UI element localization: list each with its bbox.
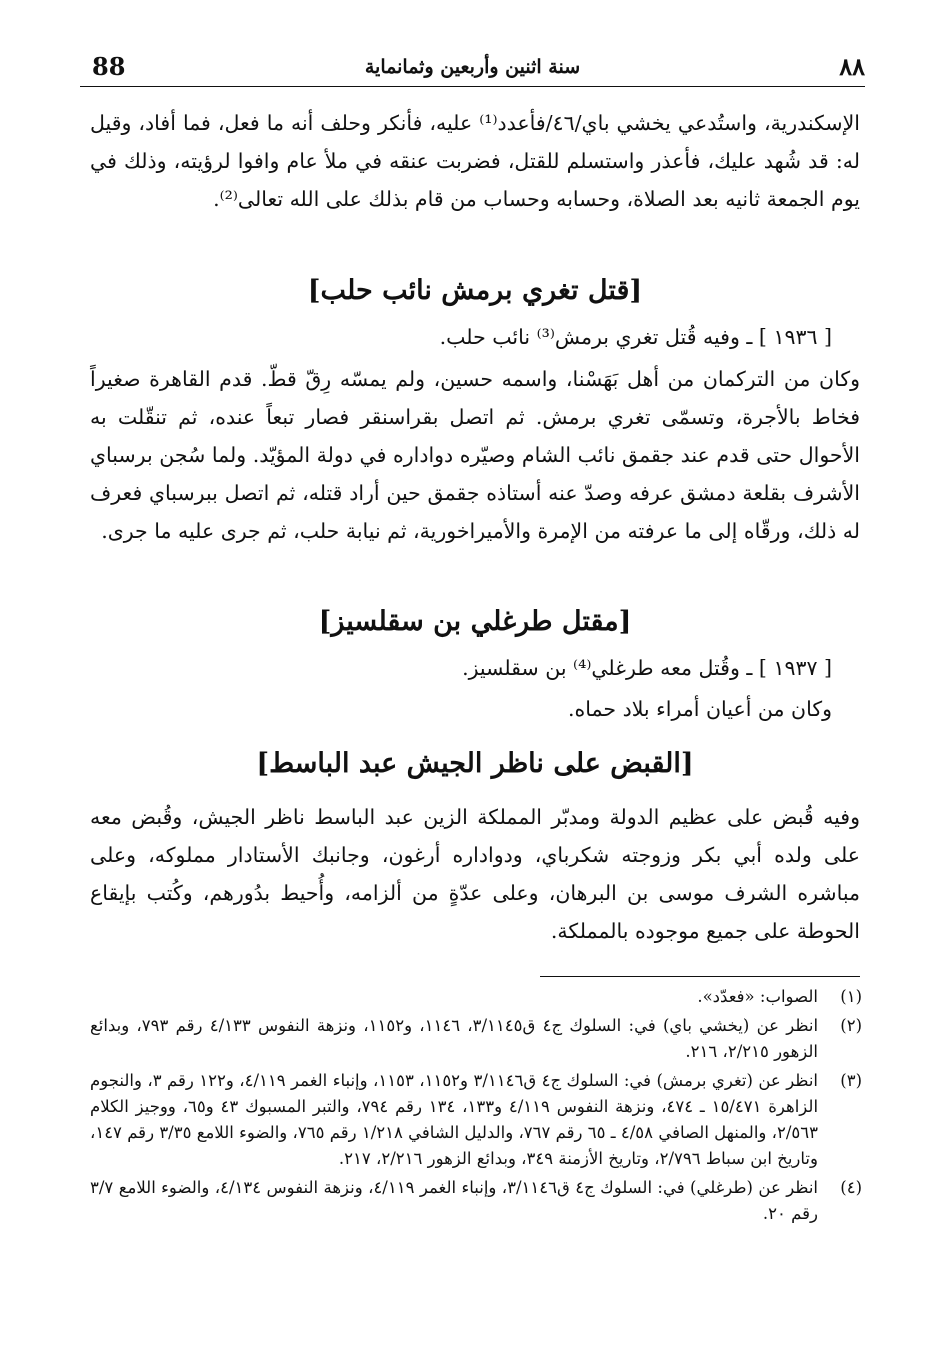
footnote-3 xyxy=(90,1068,862,1172)
entry-1937: [ ١٩٣٧ ] ـ وقُتل معه طرغلي⁽⁴⁾ بن سقلسيز. xyxy=(462,656,832,680)
section-body-3: وفيه قُبض على عظيم الدولة ومدبّر المملكة الزين عبد الباسط ناظر الجيش، وقُبض معه على ولده أبي بكر وزوجته شكرباي، ودواداره أرغون، وجانبك الأستادار مملوكه، وعلى مباشره الشرف موسى بن البرهان، وعلى عدّةٍ من ألزامه، وأُحيط بدُورهم، وكُتب بإيقاع الحوطة على جميع موجوده بالمملكة. xyxy=(90,805,860,943)
footnote-number: (٢) xyxy=(840,1016,862,1035)
section-heading-3: [القبض على ناظر الجيش عبد الباسط] xyxy=(256,748,694,779)
footnote-2 xyxy=(90,1013,862,1065)
page-number-arabic: ٨٨ xyxy=(839,52,865,81)
section-heading-1: [قتل تغري برمش نائب حلب] xyxy=(307,275,643,306)
footnote-text: انظر عن (يخشي باي) في: السلوك ج٤ ق٣/١١٤٥، ١١٤٦، و١١٥٢، ونزهة النفوس ٤/١٣٣ رقم ٧٩٣، وبدائع الزهور ٢/٢١٥، ٢١٦. xyxy=(90,1016,819,1061)
footnote-divider xyxy=(540,976,860,977)
entry-1936: [ ١٩٣٦ ] ـ وفيه قُتل تغري برمش⁽³⁾ نائب حلب. xyxy=(439,325,832,349)
footnote-4 xyxy=(90,1175,862,1227)
footnote-1 xyxy=(90,984,862,1010)
running-title: سنة اثنين وأربعين وثمانماية xyxy=(364,56,581,78)
section-heading-2: [مقتل طرغلي بن سقلسيز] xyxy=(318,606,632,637)
footnote-number: (١) xyxy=(840,987,862,1006)
footnote-text: انظر عن (تغري برمش) في: السلوك ج٤ ق٣/١١٤٦ و١١٥٢، ١١٥٣، وإنباء الغمر ٤/١١٩، و١٢٢ رقم ٣، والنجوم الزاهرة ١٥/٤٧١ ـ ٤٧٤، ونزهة النفوس ٤/١١٩ و١٣٣، ١٣٤ رقم ٧٩٤، والتبر المسبوك ٤٣ و٦٥، ووجيز الكلام ٢/٥٦٣، والمنهل الصافي ٤/٥٨ ـ ٦٥ رقم ٧٦٧، والدليل الشافي ١/٢١٨ رقم ٧٦٥، والضوء اللامع ٣/٣٥ رقم ١٤٧، وتاريخ ابن سباط ٢/٧٩٦، وتاريخ الأزمنة ٣٤٩، وبدائع الزهور ٢/٢١٦، ٢١٧. xyxy=(90,1071,819,1168)
footnote-text: انظر عن (طرغلي) في: السلوك ج٤ ق٣/١١٤٦، وإنباء الغمر ٤/١١٩، ونزهة النفوس ٤/١٣٤، والضوء اللامع ٣/٧ رقم ٢٠. xyxy=(90,1178,819,1223)
section-body-1: وكان من التركمان من أهل بَهَسْنا، واسمه حسين، ولم يمسّه رِقّ قطّ. قدم القاهرة صغيراً فخاط بالأجرة، وتسمّى تغري برمش. ثم اتصل بقراسنقر فصار تبعاً عنده، ثم تنقّلت به الأحوال حتى قدم عند جقمق نائب الشام وصيّره دواداره في دولة المؤيّد. ولما سُجن برسباي الأشرف بقلعة دمشق عرفه وصدّ عنه أستاذه جقمق حين أراد قتله، ثم اتصل ببرسباي فعرف له ذلك، ورقّاه إلى ما عرفته من الإمرة والأميراخورية، ثم نيابة حلب، ثم جرى عليه ما جرى. xyxy=(90,367,860,543)
footnotes xyxy=(90,984,862,1230)
footnote-text: الصواب: «فعدّد». xyxy=(697,987,818,1006)
page-header xyxy=(80,52,865,87)
footnote-number: (٣) xyxy=(840,1071,862,1090)
footnote-number: (٤) xyxy=(840,1178,862,1197)
section-body-2: وكان من أعيان أمراء بلاد حماه. xyxy=(568,697,832,721)
intro-paragraph: الإسكندرية، واستُدعي يخشي باي/٤٦/فأعدد⁽¹⁾ عليه، فأنكر وحلف أنه ما فعل، فما أفاد، وقيل له: قد شُهد عليك، فأعذر واستسلم للقتل، فضربت عنقه في ملأ عام وافوا لرؤيته، وذلك في يوم الجمعة ثانيه بعد الصلاة، وحسابه وحساب من قام بذلك على الله تعالى⁽²⁾. xyxy=(90,111,860,211)
page-number-latin: 88 xyxy=(92,52,126,81)
